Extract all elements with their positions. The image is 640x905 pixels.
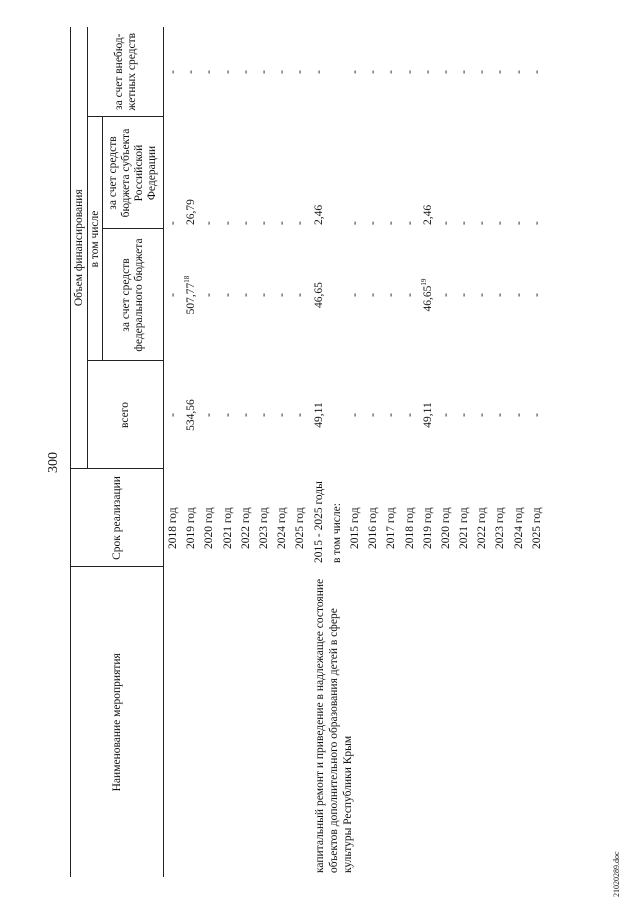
federal-cell	[400, 229, 418, 361]
total-cell: -	[294, 413, 307, 417]
regional-cell: -	[494, 221, 507, 225]
federal-value: -	[167, 293, 180, 297]
federal-cell	[473, 229, 491, 361]
federal-value: -	[221, 293, 234, 297]
regional-cell: -	[530, 221, 543, 225]
federal-value: -	[385, 293, 398, 297]
federal-value: -	[367, 293, 380, 297]
total-cell: 49,11	[312, 402, 325, 428]
extrabudget-cell: -	[258, 70, 271, 74]
total-cell: 49,11	[421, 402, 434, 428]
federal-cell: 46,65	[312, 282, 325, 308]
extrabudget-cell: -	[512, 70, 525, 74]
federal-value: -	[476, 293, 489, 297]
header-including: в том числе	[88, 117, 103, 361]
regional-cell: -	[439, 221, 452, 225]
federal-cell	[491, 229, 509, 361]
period-cell: 2020 год	[203, 507, 216, 549]
total-cell: -	[276, 413, 289, 417]
footnote-ref: 18	[183, 275, 192, 283]
period-cell: 2019 год	[185, 507, 198, 549]
header-period: Срок реализации	[71, 469, 164, 567]
federal-value: -	[403, 293, 416, 297]
total-cell: -	[494, 413, 507, 417]
period-cell: 2022 год	[476, 507, 489, 549]
period-cell: 2015 - 2025 годы	[312, 481, 325, 563]
period-cell: 2024 год	[512, 507, 525, 549]
group1-name-cell	[164, 567, 310, 877]
regional-cell: 2,46	[421, 204, 434, 225]
federal-value: -	[258, 293, 271, 297]
regional-cell: -	[458, 221, 471, 225]
regional-cell: -	[385, 221, 398, 225]
document-code: 21020289.doc	[612, 851, 621, 897]
federal-cell	[219, 229, 237, 361]
extrabudget-cell: -	[421, 70, 434, 74]
extrabudget-cell: -	[312, 70, 325, 74]
period-cell: 2020 год	[439, 507, 452, 549]
federal-cell	[510, 229, 528, 361]
extrabudget-cell: -	[294, 70, 307, 74]
federal-cell	[182, 229, 200, 361]
extrabudget-cell: -	[276, 70, 289, 74]
federal-value: -	[530, 293, 543, 297]
extrabudget-cell: -	[185, 70, 198, 74]
period-cell: 2018 год	[167, 507, 180, 549]
total-cell: -	[258, 413, 271, 417]
extrabudget-cell: -	[530, 70, 543, 74]
period-cell: 2021 год	[221, 507, 234, 549]
extrabudget-cell: -	[167, 70, 180, 74]
federal-value: -	[348, 293, 361, 297]
page-number: 300	[46, 452, 61, 473]
financing-table	[70, 27, 546, 877]
regional-cell: -	[258, 221, 271, 225]
extrabudget-cell: -	[367, 70, 380, 74]
total-cell: -	[367, 413, 380, 417]
header-extrabudget: за счет внебюд-жетных средств	[88, 27, 164, 117]
federal-cell	[364, 229, 382, 361]
total-cell: 534,56	[185, 399, 198, 431]
federal-cell	[419, 229, 437, 361]
footnote-ref: 19	[419, 278, 428, 286]
total-cell: -	[385, 413, 398, 417]
federal-value: 507,77	[185, 282, 198, 315]
federal-cell	[528, 229, 546, 361]
regional-cell: -	[476, 221, 489, 225]
federal-cell	[291, 229, 309, 361]
total-cell: -	[203, 413, 216, 417]
federal-cell	[382, 229, 400, 361]
extrabudget-cell: -	[458, 70, 471, 74]
extrabudget-cell: -	[348, 70, 361, 74]
regional-cell: 2,46	[312, 204, 325, 225]
regional-cell: -	[276, 221, 289, 225]
regional-cell: -	[512, 221, 525, 225]
extrabudget-cell: -	[494, 70, 507, 74]
federal-value: 46,65	[421, 285, 434, 312]
period-cell: 2019 год	[421, 507, 434, 549]
period-cell: 2016 год	[367, 507, 380, 549]
sub-label: в том числе:	[330, 503, 343, 563]
total-cell: -	[530, 413, 543, 417]
regional-cell: -	[221, 221, 234, 225]
regional-cell: -	[403, 221, 416, 225]
period-cell: 2018 год	[403, 507, 416, 549]
regional-cell: -	[348, 221, 361, 225]
extrabudget-cell: -	[239, 70, 252, 74]
total-cell: -	[458, 413, 471, 417]
period-cell: 2024 год	[276, 507, 289, 549]
federal-cell	[346, 229, 364, 361]
federal-value: -	[203, 293, 216, 297]
extrabudget-cell: -	[221, 70, 234, 74]
table-row	[164, 27, 183, 877]
federal-value: -	[458, 293, 471, 297]
activity-name: капитальный ремонт и приведение в надлежащее состояние объектов дополнительного образования детей в сфере культуры Республики Крым	[313, 578, 354, 873]
federal-cell	[273, 229, 291, 361]
extrabudget-cell: -	[203, 70, 216, 74]
header-name: Наименование мероприятия	[71, 567, 164, 877]
period-cell: 2025 год	[530, 507, 543, 549]
period-cell: 2015 год	[348, 507, 361, 549]
regional-cell: -	[294, 221, 307, 225]
regional-cell: -	[367, 221, 380, 225]
period-cell: 2021 год	[458, 507, 471, 549]
total-cell: -	[221, 413, 234, 417]
period-cell: 2022 год	[239, 507, 252, 549]
header-funding: Объем финансирования	[71, 27, 88, 469]
federal-cell	[455, 229, 473, 361]
total-cell: -	[167, 413, 180, 417]
period-cell: 2023 год	[258, 507, 271, 549]
federal-cell	[437, 229, 455, 361]
period-cell: 2025 год	[294, 507, 307, 549]
extrabudget-cell: -	[403, 70, 416, 74]
total-cell: -	[439, 413, 452, 417]
federal-value: -	[294, 293, 307, 297]
regional-cell: -	[239, 221, 252, 225]
total-cell: -	[348, 413, 361, 417]
extrabudget-cell: -	[476, 70, 489, 74]
total-cell: -	[476, 413, 489, 417]
total-cell: -	[512, 413, 525, 417]
extrabudget-cell: -	[385, 70, 398, 74]
federal-cell	[237, 229, 255, 361]
header-regional: за счет средств бюджета субъекта Российской Федерации	[103, 117, 164, 229]
federal-cell	[164, 229, 183, 361]
header-federal: за счет средств федерального бюджета	[103, 229, 164, 361]
federal-value: -	[439, 293, 452, 297]
federal-cell	[255, 229, 273, 361]
extrabudget-cell: -	[439, 70, 452, 74]
period-cell: 2023 год	[494, 507, 507, 549]
federal-cell	[200, 229, 218, 361]
table-row	[310, 27, 328, 877]
regional-cell: 26,79	[185, 199, 198, 225]
federal-value: -	[276, 293, 289, 297]
federal-value: -	[512, 293, 525, 297]
period-cell: 2017 год	[385, 507, 398, 549]
federal-value: -	[239, 293, 252, 297]
regional-cell: -	[203, 221, 216, 225]
header-total: всего	[88, 361, 164, 469]
federal-value: -	[494, 293, 507, 297]
total-cell: -	[239, 413, 252, 417]
total-cell: -	[403, 413, 416, 417]
regional-cell: -	[167, 221, 180, 225]
